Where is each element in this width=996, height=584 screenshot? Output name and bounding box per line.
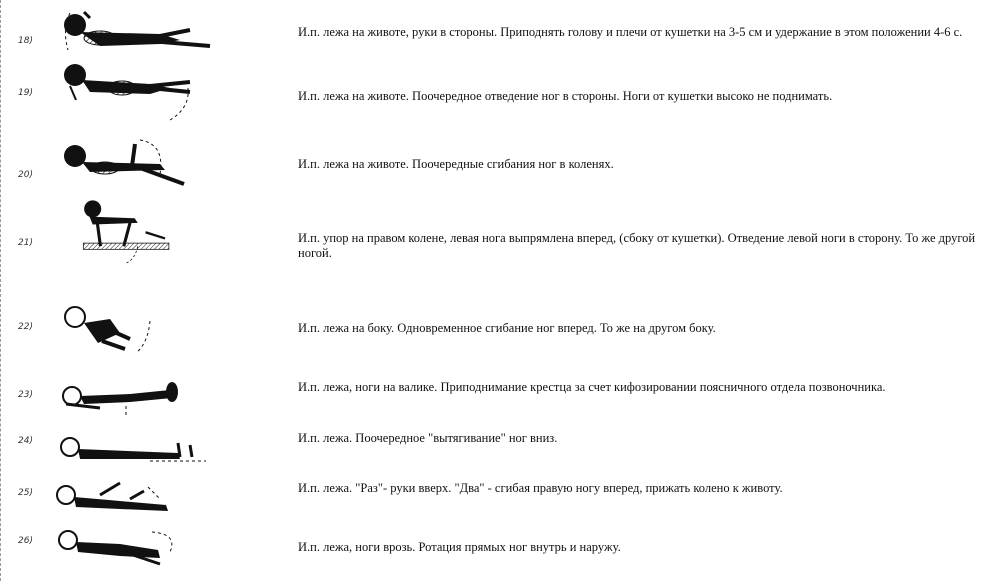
exercise-number: 20) — [18, 170, 33, 180]
exercise-description: И.п. лежа. "Раз"- руки вверх. "Два" - сгибая правую ногу вперед, прижать колено к животу. — [298, 481, 783, 495]
exercise-description: И.п. упор на правом колене, левая нога выпрямлена вперед, (сбоку от кушетки). Отведение левой ноги в сторону. То же другой ногой. — [298, 231, 976, 260]
exercise-description: И.п. лежа на животе, руки в стороны. Приподнять голову и плечи от кушетки на 3-5 см и удержание в этом положении 4-6 с. — [298, 25, 963, 39]
exercise-26-figure — [40, 514, 220, 584]
exercise-number: 25) — [18, 488, 33, 498]
exercise-description: И.п. лежа, ноги врозь. Ротация прямых ног внутрь и наружу. — [298, 540, 621, 554]
exercise-number: 24) — [18, 436, 33, 446]
exercise-number: 21) — [18, 238, 33, 248]
exercise-number: 19) — [18, 88, 33, 98]
exercise-description: И.п. лежа на животе. Поочередное отведение ног в стороны. Ноги от кушетки высоко не поднимать. — [298, 89, 833, 103]
page-left-border — [0, 0, 1, 581]
exercise-22-figure — [40, 298, 220, 368]
exercise-19-figure — [40, 58, 220, 128]
exercise-description: И.п. лежа. Поочередное "вытягивание" ног вниз. — [298, 431, 558, 445]
exercise-description: И.п. лежа на боку. Одновременное сгибание ног вперед. То же на другом боку. — [298, 321, 716, 335]
exercise-number: 26) — [18, 536, 33, 546]
exercise-description: И.п. лежа, ноги на валике. Приподнимание крестца за счет кифозировании поясничного отдела позвоночника. — [298, 380, 886, 394]
exercise-description: И.п. лежа на животе. Поочередные сгибания ног в коленях. — [298, 157, 614, 171]
exercise-21-figure — [40, 198, 220, 268]
exercise-number: 22) — [18, 322, 33, 332]
exercise-20-figure — [40, 134, 220, 204]
exercise-number: 23) — [18, 390, 33, 400]
exercise-number: 18) — [18, 36, 33, 46]
